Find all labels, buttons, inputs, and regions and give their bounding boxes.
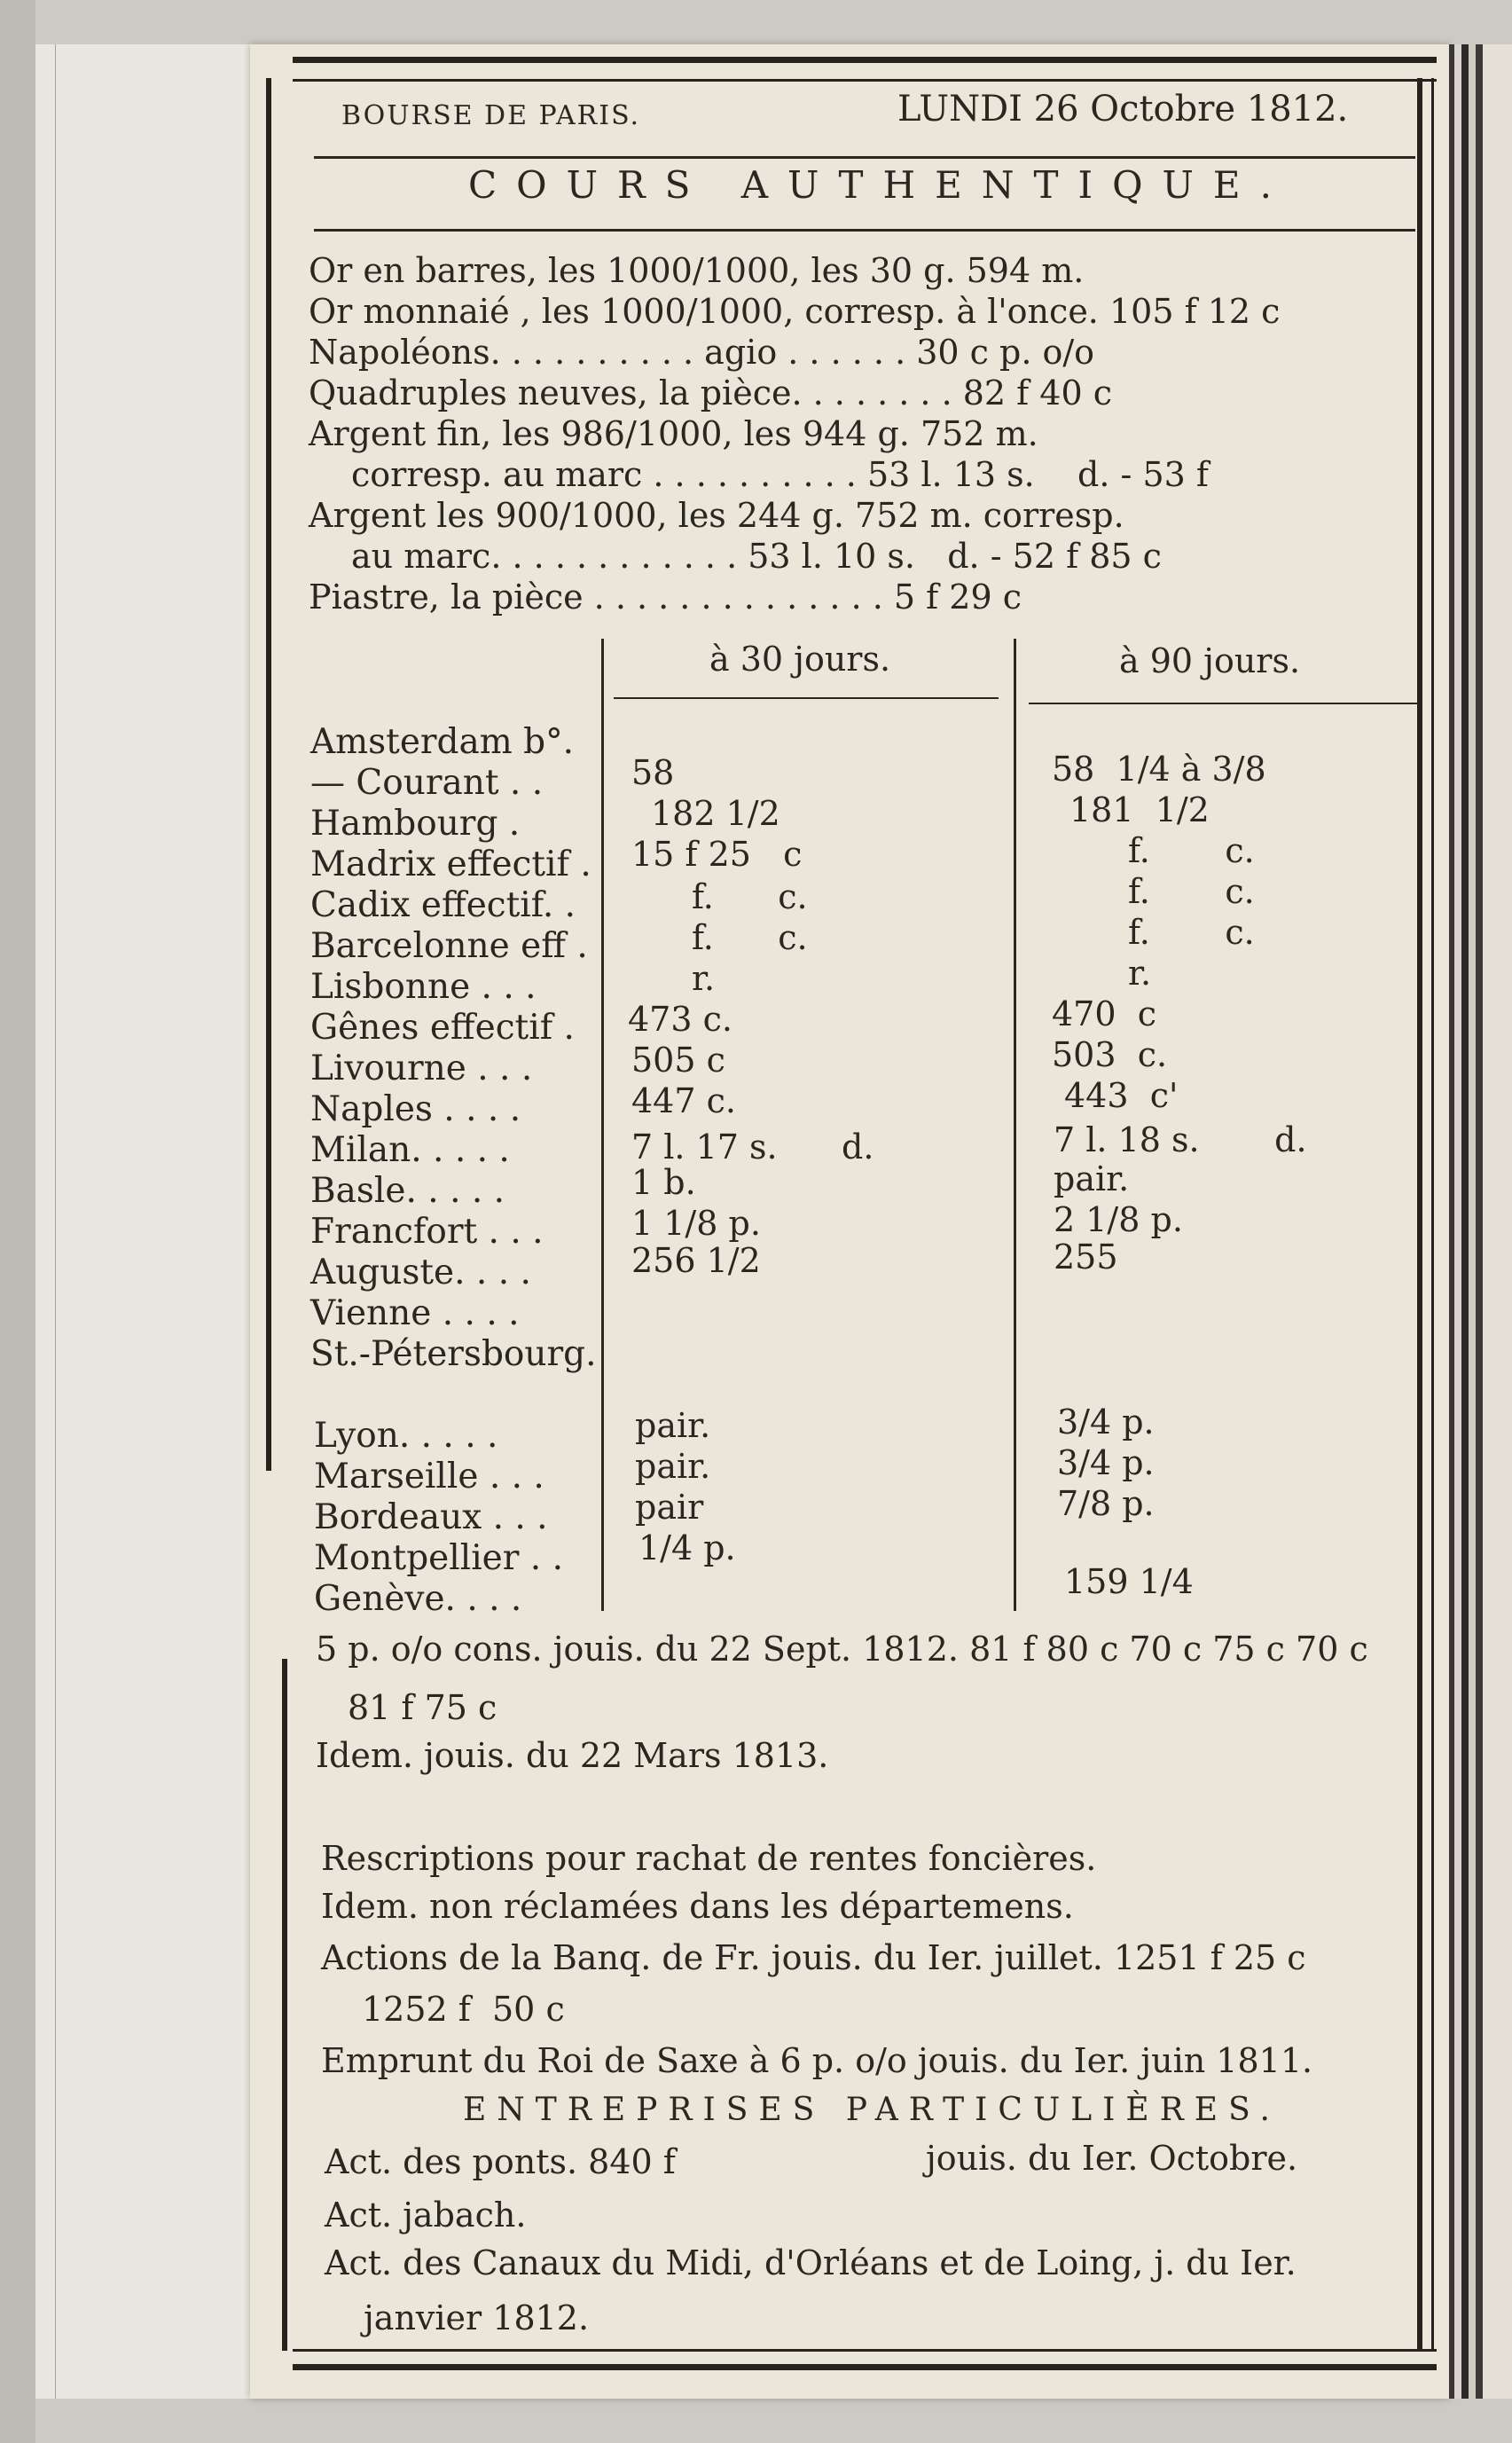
rate-30: 7 l. 17 s. d. xyxy=(631,1127,874,1167)
entreprise-line: Act. des ponts. 840 f xyxy=(325,2142,676,2181)
metal-line: Or monnaié , les 1000/1000, corresp. à l'once. 105 f 12 c xyxy=(309,292,1281,331)
city-name: Francfort . . . xyxy=(310,1212,544,1252)
city-name: Marseille . . . xyxy=(314,1457,544,1496)
rate-90: 181 1/2 xyxy=(1069,790,1210,829)
rate-90: 255 xyxy=(1054,1237,1118,1276)
header-rule xyxy=(314,156,1415,159)
entreprise-line: janvier 1812. xyxy=(364,2298,590,2337)
rate-30: 447 c. xyxy=(631,1081,736,1120)
page-border-top xyxy=(293,57,1437,82)
city-name: Naples . . . . xyxy=(310,1089,521,1129)
city-name: Lisbonne . . . xyxy=(310,967,537,1007)
rate-90: 470 c xyxy=(1052,994,1156,1033)
rate-30: 15 f 25 c xyxy=(631,835,803,874)
page-title: COURS AUTHENTIQUE. xyxy=(468,163,1291,207)
rate-90: 7 l. 18 s. d. xyxy=(1054,1120,1307,1159)
rate-30: 1/4 p. xyxy=(638,1528,736,1567)
rate-30: pair xyxy=(635,1488,704,1527)
city-name: Vienne . . . . xyxy=(310,1293,520,1333)
rate-30: 256 1/2 xyxy=(631,1241,761,1280)
rate-90: 2 1/8 p. xyxy=(1054,1200,1183,1239)
table-divider-left xyxy=(601,639,604,1611)
rate-90: 503 c. xyxy=(1052,1035,1168,1074)
city-name: Amsterdam b°. xyxy=(310,722,575,762)
metal-line: au marc. . . . . . . . . . . . 53 l. 10 s. d. - 52 f 85 c xyxy=(351,537,1162,576)
metal-line: Or en barres, les 1000/1000, les 30 g. 594 m. xyxy=(309,251,1085,290)
page-border-left-lower xyxy=(282,1659,287,2351)
page-border-bottom xyxy=(293,2349,1437,2370)
header-left: BOURSE DE PARIS. xyxy=(341,100,641,131)
rate-90: r. xyxy=(1128,954,1152,993)
city-name: Barcelonne eff . xyxy=(310,926,588,966)
rate-90: pair. xyxy=(1054,1159,1130,1198)
entreprise-line: jouis. du Ier. Octobre. xyxy=(926,2139,1298,2178)
city-name: Cadix effectif. . xyxy=(310,885,576,925)
entreprise-line: Act. des Canaux du Midi, d'Orléans et de Loing, j. du Ier. xyxy=(325,2243,1297,2282)
rate-90: 443 c' xyxy=(1064,1076,1179,1115)
city-name: St.-Pétersbourg. xyxy=(310,1334,597,1374)
rate-90: f. c. xyxy=(1128,872,1255,911)
header-date: LUNDI 26 Octobre 1812. xyxy=(897,89,1349,130)
rate-90: f. c. xyxy=(1128,831,1255,870)
fund-line: 1252 f 50 c xyxy=(362,1990,565,2029)
rate-30: 1 b. xyxy=(631,1163,696,1202)
rate-30: 505 c xyxy=(631,1041,725,1080)
city-name: — Courant . . xyxy=(310,763,544,803)
col90-underline xyxy=(1029,703,1419,704)
metal-line: Argent les 900/1000, les 244 g. 752 m. corresp. xyxy=(309,496,1124,535)
rate-30: 473 c. xyxy=(628,1000,732,1039)
city-name: Auguste. . . . xyxy=(310,1253,531,1292)
city-name: Livourne . . . xyxy=(310,1049,533,1088)
metal-line: Piastre, la pièce . . . . . . . . . . . . . . 5 f 29 c xyxy=(309,577,1022,617)
city-name: Hambourg . xyxy=(310,804,521,844)
rate-90: 3/4 p. xyxy=(1057,1402,1155,1441)
rate-30: 58 xyxy=(631,753,675,792)
city-name: Lyon. . . . . xyxy=(314,1416,498,1456)
binding-gutter xyxy=(35,44,257,2399)
city-name: Madrix effectif . xyxy=(310,844,591,884)
entreprise-line: Act. jabach. xyxy=(325,2196,527,2235)
rate-90: 3/4 p. xyxy=(1057,1443,1155,1482)
city-name: Bordeaux . . . xyxy=(314,1497,548,1537)
page-border-right xyxy=(1417,78,1422,2349)
scan-margin xyxy=(0,0,35,2443)
fund-line: 81 f 75 c xyxy=(348,1688,497,1727)
page-border-left xyxy=(266,78,271,1471)
metal-line: Quadruples neuves, la pièce. . . . . . . . 82 f 40 c xyxy=(309,373,1113,412)
rate-30: f. c. xyxy=(692,918,808,957)
city-name: Milan. . . . . xyxy=(310,1130,510,1170)
rate-90: 7/8 p. xyxy=(1057,1484,1155,1523)
rate-30: r. xyxy=(692,959,716,998)
rate-90: 159 1/4 xyxy=(1064,1562,1194,1601)
city-name: Gênes effectif . xyxy=(310,1008,575,1048)
metal-line: Napoléons. . . . . . . . . . agio . . . . . . 30 c p. o/o xyxy=(309,333,1095,372)
fund-line: Rescriptions pour rachat de rentes foncières. xyxy=(321,1839,1097,1878)
fund-line: Idem. non réclamées dans les départemens. xyxy=(321,1887,1074,1926)
rate-30: 182 1/2 xyxy=(651,794,780,833)
rate-30: 1 1/8 p. xyxy=(631,1204,761,1243)
fund-line: 5 p. o/o cons. jouis. du 22 Sept. 1812. 81 f 80 c 70 c 75 c 70 c xyxy=(316,1630,1368,1669)
page-border-right-inner xyxy=(1431,78,1434,2349)
fund-line: Actions de la Banq. de Fr. jouis. du Ier. juillet. 1251 f 25 c xyxy=(321,1938,1306,1977)
col90-header: à 90 jours. xyxy=(1119,641,1301,680)
fund-line: Emprunt du Roi de Saxe à 6 p. o/o jouis. du Ier. juin 1811. xyxy=(321,2041,1313,2080)
metal-line: corresp. au marc . . . . . . . . . . 53 l. 13 s. d. - 53 f xyxy=(351,455,1209,494)
gutter-edge-line xyxy=(55,44,56,2399)
city-name: Genève. . . . xyxy=(314,1579,522,1619)
section-title: ENTREPRISES PARTICULIÈRES. xyxy=(463,2092,1281,2128)
page-stack-edge xyxy=(1449,44,1512,2399)
rate-30: f. c. xyxy=(692,877,808,916)
col30-underline xyxy=(614,697,999,699)
city-name: Basle. . . . . xyxy=(310,1171,505,1211)
fund-line: Idem. jouis. du 22 Mars 1813. xyxy=(316,1736,829,1775)
rate-90: f. c. xyxy=(1128,913,1255,952)
rate-30: pair. xyxy=(635,1406,711,1445)
title-rule xyxy=(314,229,1415,232)
city-name: Montpellier . . xyxy=(314,1538,563,1578)
metal-line: Argent fin, les 986/1000, les 944 g. 752 m. xyxy=(309,414,1038,453)
table-divider-right xyxy=(1014,639,1016,1611)
col30-header: à 30 jours. xyxy=(709,640,891,679)
rate-90: 58 1/4 à 3/8 xyxy=(1052,750,1266,789)
rate-30: pair. xyxy=(635,1447,711,1486)
